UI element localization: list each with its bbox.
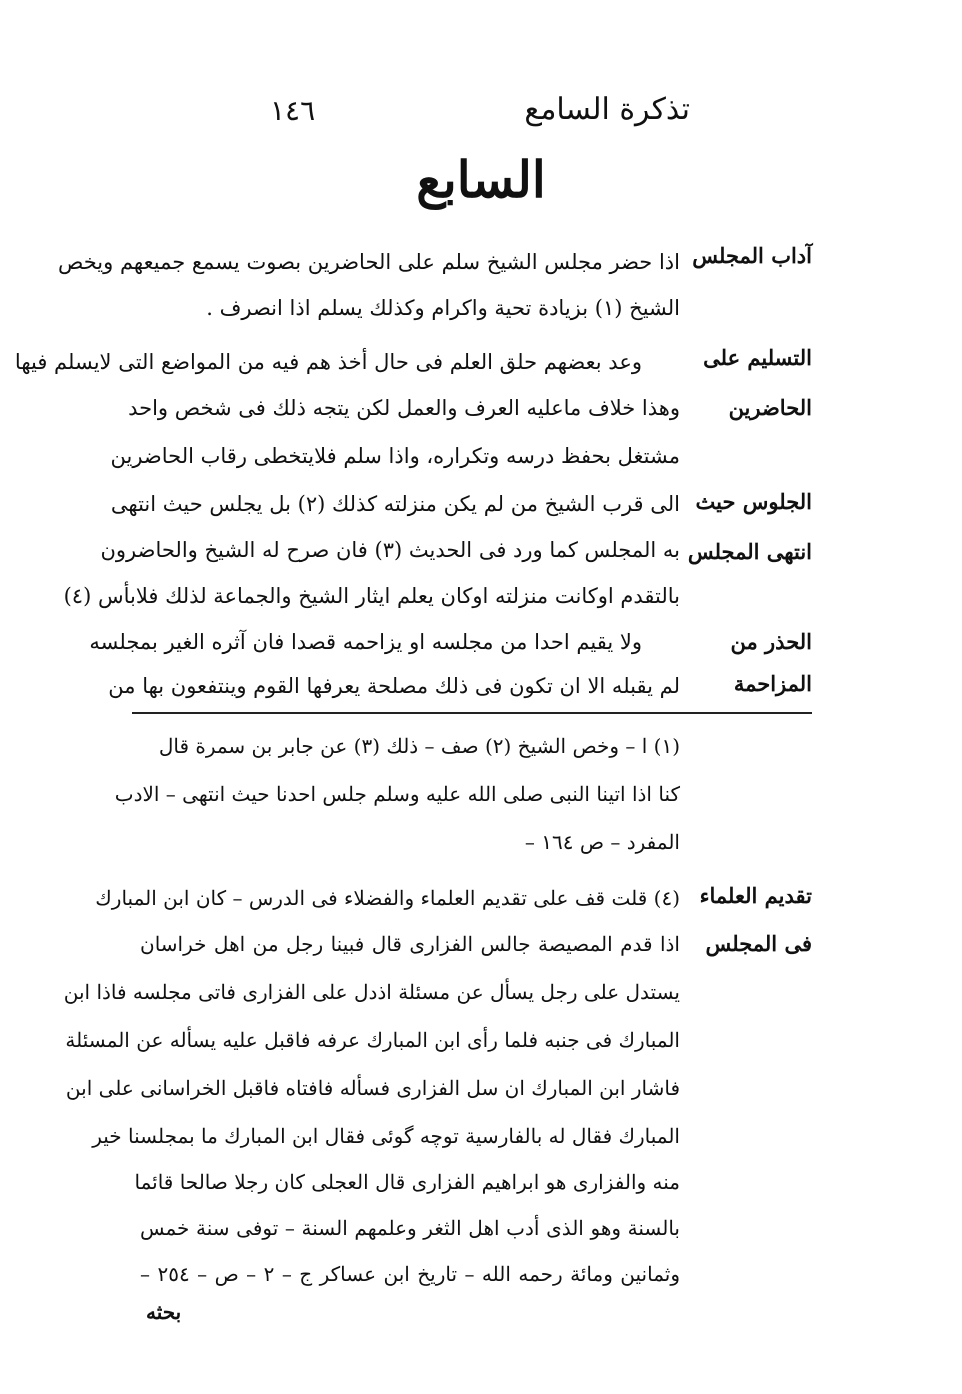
- footnote-line: كنا اذا اتينا النبى صلى الله عليه وسلم جلس احدنا حيث انتهى – الادب: [114, 782, 680, 806]
- body-line: اذا حضر مجلس الشيخ سلم على الحاضرين بصوت يسمع جميعهم ويخص: [58, 250, 680, 274]
- margin-note-taqdim-2: فى المجلس: [705, 931, 812, 956]
- footnote-line: بالسنة وهو الذى أدب اهل الثغر وعلمهم السنة – توفى سنة خمس: [140, 1216, 680, 1240]
- margin-note-taqdim-1: تقديم العلماء: [699, 883, 812, 908]
- footnote-line: المفرد – ص ١٦٤ –: [524, 830, 680, 854]
- footnote-line: (١) ا – وخص الشيخ (٢) صف – ذلك (٣) عن جابر بن سمرة قال: [158, 734, 680, 758]
- margin-note-taslim-2: الحاضرين: [728, 395, 812, 420]
- body-line: به المجلس كما ورد فى الحديث (٣) فان صرح له الشيخ والحاضرون: [100, 538, 680, 562]
- body-line: الى قرب الشيخ من لم يكن منزلته كذلك (٢) بل يجلس حيث انتهى: [110, 492, 680, 516]
- footnote-line: منه والفزارى هو ابراهيم الفزارى قال العجلى كان رجلا صالحا قائما: [134, 1170, 680, 1194]
- body-line: لم يقبله الا ان تكون فى ذلك مصلحة يعرفها القوم وينتفعون بها من: [108, 674, 680, 698]
- margin-note-hadhar-1: الحذر من: [730, 629, 812, 654]
- footnote-line: وثمانين ومائة رحمه الله – تاريخ ابن عساكر ج – ٢ – ص – ٢٥٤ –: [140, 1262, 681, 1286]
- footnote-line: اذا قدم المصيصة جالس الفزارى قال فبينا رجل من اهل خراسان: [140, 932, 680, 956]
- body-line: بالتقدم اوكانت منزلته اوكان يعلم ايثار الشيخ والجماعة لذلك فلابأس (٤): [63, 584, 680, 608]
- margin-note-taslim-1: التسليم على: [703, 345, 812, 370]
- running-title: تذكرة السامع: [524, 92, 690, 127]
- margin-note-hadhar-2: المزاحمة: [733, 671, 812, 696]
- body-line: وهذا خلاف ماعليه العرف والعمل لكن يتجه ذلك فى شخص واحد: [128, 396, 680, 420]
- margin-note-adab: آداب المجلس: [692, 243, 812, 268]
- page-header: [270, 92, 690, 144]
- footnote-line: المبارك فقال له بالفارسية توچه گوئى فقال ابن المبارك ما بمجلسنا خير: [92, 1124, 680, 1148]
- section-title: السابع: [416, 150, 546, 209]
- footnote-line: (٤) قلت قف على تقديم العلماء والفضلاء فى الدرس – كان ابن المبارك: [95, 886, 680, 910]
- margin-note-julus-1: الجلوس حيث: [695, 489, 812, 514]
- footnote-separator: [132, 712, 812, 714]
- footnote-line: المبارك فى جنبه فلما رأى ابن المبارك عرفه فاقبل عليه يسأله عن المسئلة: [65, 1028, 680, 1052]
- footnote-line: فاشار ابن المبارك ان سل الفزارى فسأله فافتاه فاقبل الخراسانى على ابن: [65, 1076, 680, 1100]
- footnote-line: يستدل على رجل يسأل عن مسئلة اذدل على الفزارى فاتى مجلسه فاذا ابن: [63, 980, 680, 1004]
- body-line: ولا يقيم احدا من مجلسه او يزاحمه قصدا فان آثره الغير بمجلسه: [89, 630, 642, 654]
- catchword: بحثه: [146, 1300, 182, 1324]
- body-line: وعد بعضهم حلق العلم فى حال أخذ هم فيه من المواضع التى لايسلم فيها: [14, 350, 642, 374]
- body-line: مشتغل بحفظ درسه وتكراره، واذا سلم فلايتخطى رقاب الحاضرين: [110, 444, 680, 468]
- body-line: الشيخ (١) بزيادة تحية واكرام وكذلك يسلم اذا انصرف .: [206, 296, 680, 320]
- margin-note-julus-2: انتهى المجلس: [687, 539, 812, 564]
- page-number: ١٤٦: [270, 94, 316, 127]
